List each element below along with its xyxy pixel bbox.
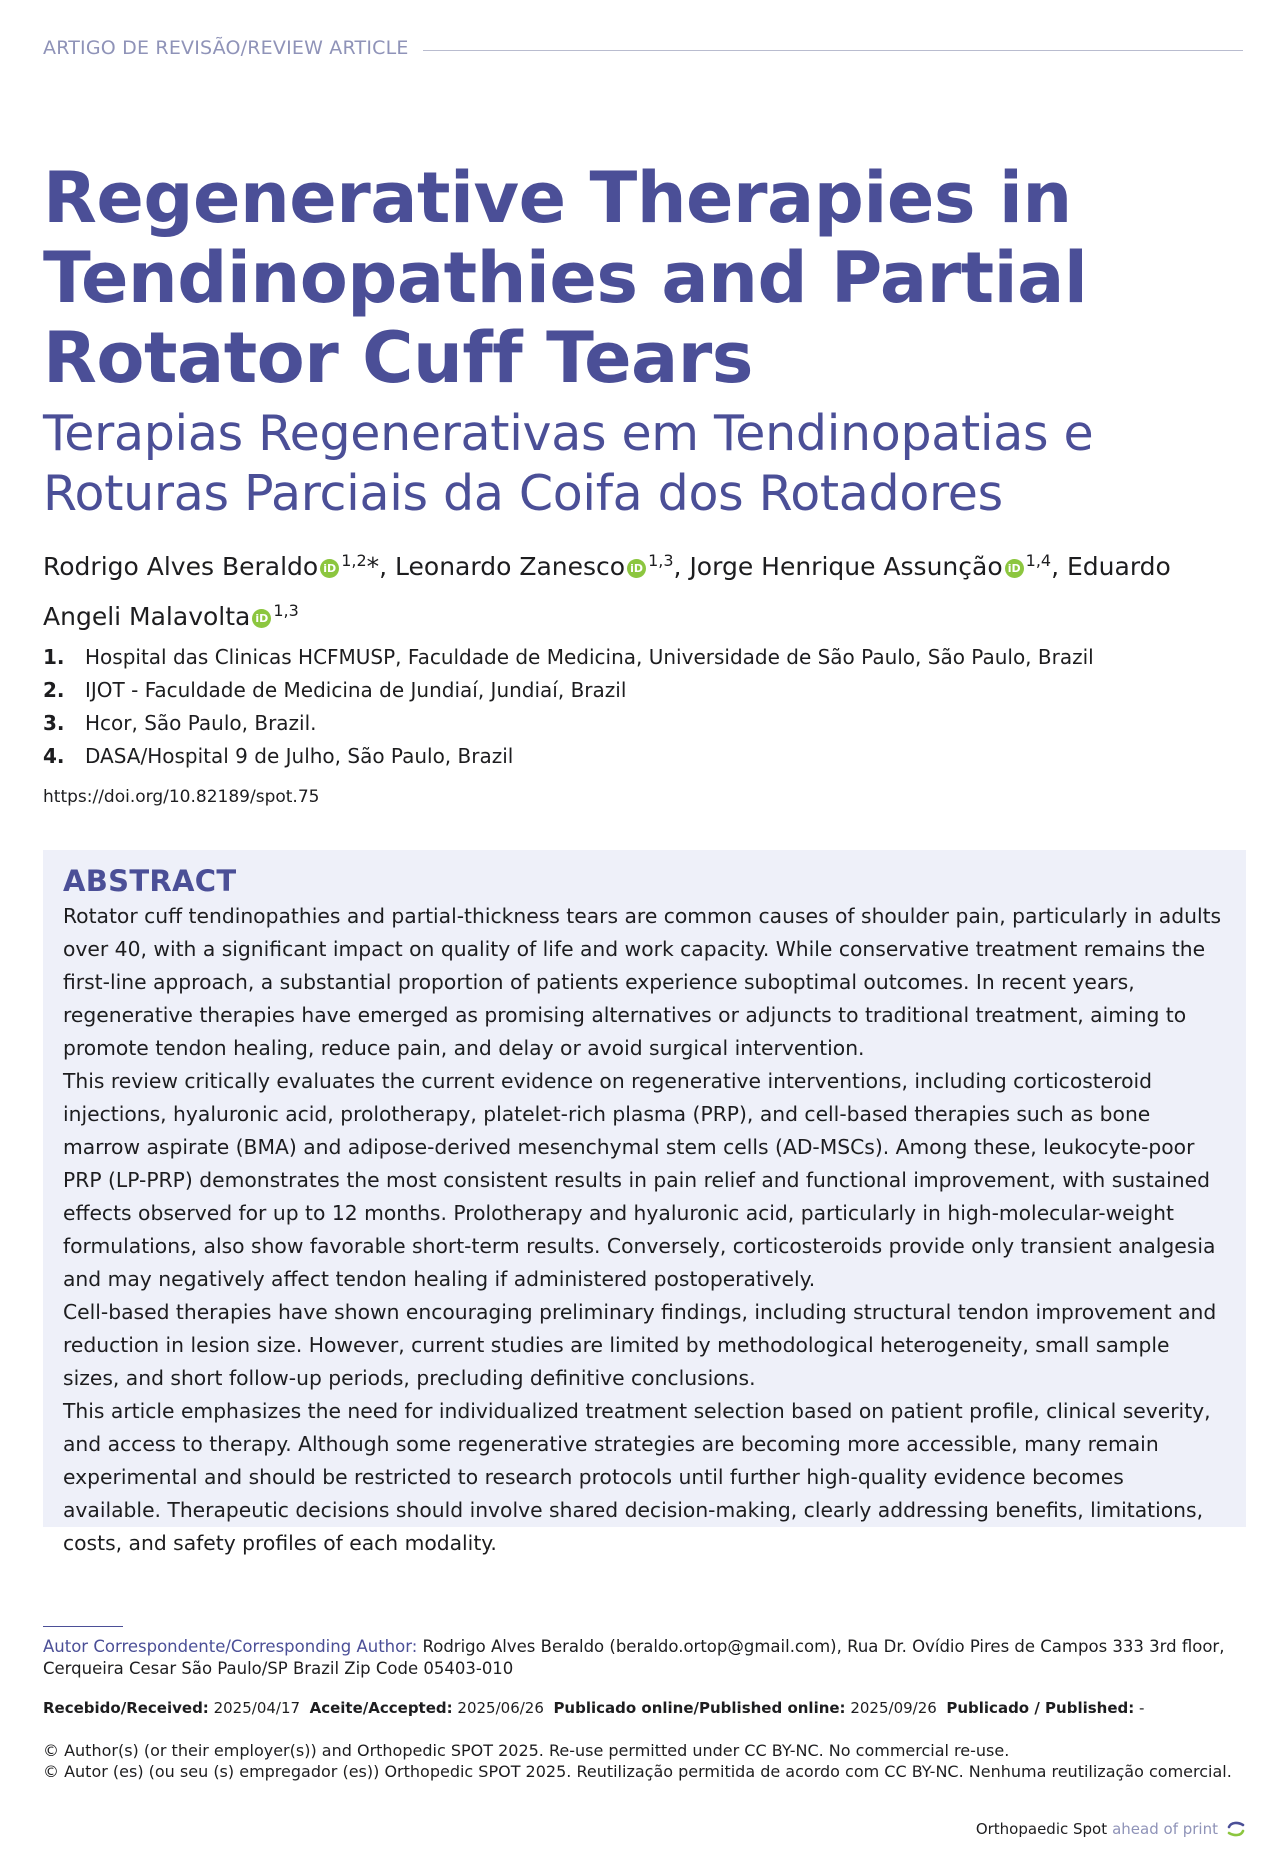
license-notice — [43, 1740, 1263, 1782]
journal-name: Orthopaedic Spot — [975, 1820, 1108, 1838]
abstract-heading: ABSTRACT — [63, 864, 237, 898]
orcid-icon[interactable]: iD — [1005, 559, 1024, 578]
spot-logo-icon — [1226, 1821, 1246, 1837]
abstract-paragraph: Rotator cuff tendinopathies and partial-thickness tears are common causes of shoulder pain, particularly in adults over 40, with a significant impact on quality of life and work capacity. While conservative treatment remains the first-line approach, a substantial proportion of patients experience suboptimal outcomes. In recent years, regenerative therapies have emerged as promising alternatives or adjuncts to traditional treatment, aiming to promote tendon healing, reduce pain, and delay or avoid surgical intervention. — [63, 904, 1222, 1060]
license-english: © Author(s) (or their employer(s)) and Orthopedic SPOT 2025. Re-use permitted under CC BY-NC. No commercial re-use. — [43, 1741, 1010, 1760]
corresponding-author — [43, 1636, 1243, 1680]
license-portuguese: © Autor (es) (ou seu (s) empregador (es)) Orthopedic SPOT 2025. Reutilização permitida de acordo com CC BY-NC. Nenhuma reutilização comercial. — [43, 1762, 1232, 1781]
affiliation-item — [43, 740, 1243, 773]
author-name: Rodrigo Alves Beraldo — [43, 552, 319, 581]
orcid-icon[interactable]: iD — [320, 559, 339, 578]
abstract-paragraph: Cell-based therapies have shown encouraging preliminary findings, including structural tendon improvement and reduction in lesion size. However, current studies are limited by methodological heterogeneity, small sample sizes, and short follow-up periods, precluding definitive conclusions. — [63, 1300, 1217, 1390]
published-label: Publicado / Published: — [946, 1699, 1135, 1717]
author-separator: , — [673, 552, 682, 581]
publication-dates — [43, 1698, 1243, 1718]
author-name: Eduardo Angeli Malavolta — [43, 552, 1171, 631]
published-date: - — [1139, 1699, 1145, 1717]
author-affiliation-sup: 1,3 — [648, 551, 674, 570]
author-name: Leonardo Zanesco — [395, 552, 626, 581]
orcid-icon[interactable]: iD — [627, 559, 646, 578]
received-date: 2025/04/17 — [213, 1699, 301, 1717]
affiliation-item — [43, 641, 1243, 674]
published-online-label: Publicado online/Published online: — [553, 1699, 846, 1717]
affiliation-text: Hcor, São Paulo, Brazil. — [85, 711, 317, 735]
orcid-icon[interactable]: iD — [252, 609, 271, 628]
author-list — [43, 539, 1243, 639]
doi-link[interactable]: https://doi.org/10.82189/spot.75 — [43, 787, 320, 807]
author-separator: *, — [366, 552, 388, 581]
affiliation-item — [43, 707, 1243, 740]
author-affiliation-sup: 1,4 — [1025, 551, 1052, 570]
author-2 — [395, 552, 681, 581]
page-footer — [976, 1820, 1246, 1838]
affiliation-number: 3. — [43, 711, 65, 735]
corresponding-author-label: Autor Correspondente/Corresponding Author: — [43, 1637, 418, 1656]
author-affiliation-sup: 1,2 — [341, 551, 367, 570]
affiliation-text: DASA/Hospital 9 de Julho, São Paulo, Brazil — [85, 744, 514, 768]
title-portuguese: Terapias Regenerativas em Tendinopatias e Roturas Parciais da Coifa dos Rotadores — [43, 405, 1094, 522]
affiliation-number: 4. — [43, 744, 65, 768]
abstract-paragraph: This article emphasizes the need for individualized treatment selection based on patient profile, clinical severity, and access to therapy. Although some regenerative strategies are becoming more accessible, many remain experimental and should be restricted to research protocols until further high-quality evidence becomes available. Therapeutic decisions should involve shared decision-making, clearly addressing benefits, limitations, costs, and safety profiles of each modality. — [63, 1399, 1211, 1555]
publication-status: ahead of print — [1112, 1820, 1218, 1838]
author-name: Jorge Henrique Assunção — [689, 552, 1003, 581]
corresponding-author-text: Rodrigo Alves Beraldo (beraldo.ortop@gmail.com), Rua Dr. Ovídio Pires de Campos 333 3rd floor, Cerqueira Cesar São Paulo/SP Brazil Zip Code 05403-010 — [43, 1637, 1225, 1678]
header-divider — [423, 50, 1243, 51]
affiliation-item — [43, 674, 1243, 707]
accepted-date: 2025/06/26 — [457, 1699, 544, 1717]
title-english: Regenerative Therapies in Tendinopathies and Partial Rotator Cuff Tears — [43, 157, 1088, 399]
article-type-header — [43, 37, 1243, 59]
affiliation-list — [43, 641, 1243, 773]
author-1 — [43, 552, 387, 581]
author-affiliation-sup: 1,3 — [273, 601, 299, 620]
affiliation-number: 2. — [43, 678, 65, 702]
affiliation-text: IJOT - Faculdade de Medicina de Jundiaí, Jundiaí, Brazil — [85, 678, 627, 702]
abstract-paragraph: This review critically evaluates the current evidence on regenerative interventions, including corticosteroid injections, hyaluronic acid, prolotherapy, platelet-rich plasma (PRP), and cell-based therapies such as bone marrow aspirate (BMA) and adipose-derived mesenchymal stem cells (AD-MSCs). Among these, leukocyte-poor PRP (LP-PRP) demonstrates the most consistent results in pain relief and functional improvement, with sustained effects observed for up to 12 months. Prolotherapy and hyaluronic acid, particularly in high-molecular-weight formulations, also show favorable short-term results. Conversely, corticosteroids provide only transient analgesia and may negatively affect tendon healing if administered postoperatively. — [63, 1069, 1216, 1291]
received-label: Recebido/Received: — [43, 1699, 209, 1717]
accepted-label: Aceite/Accepted: — [309, 1699, 453, 1717]
author-3 — [689, 552, 1059, 581]
abstract-box — [43, 850, 1246, 1555]
affiliation-number: 1. — [43, 645, 65, 669]
author-separator: , — [1051, 552, 1060, 581]
footnote-divider — [43, 1626, 123, 1627]
article-type-label: ARTIGO DE REVISÃO/REVIEW ARTICLE — [43, 37, 409, 59]
published-online-date: 2025/09/26 — [850, 1699, 937, 1717]
affiliation-text: Hospital das Clinicas HCFMUSP, Faculdade de Medicina, Universidade de São Paulo, São Paulo, Brazil — [85, 645, 1094, 669]
